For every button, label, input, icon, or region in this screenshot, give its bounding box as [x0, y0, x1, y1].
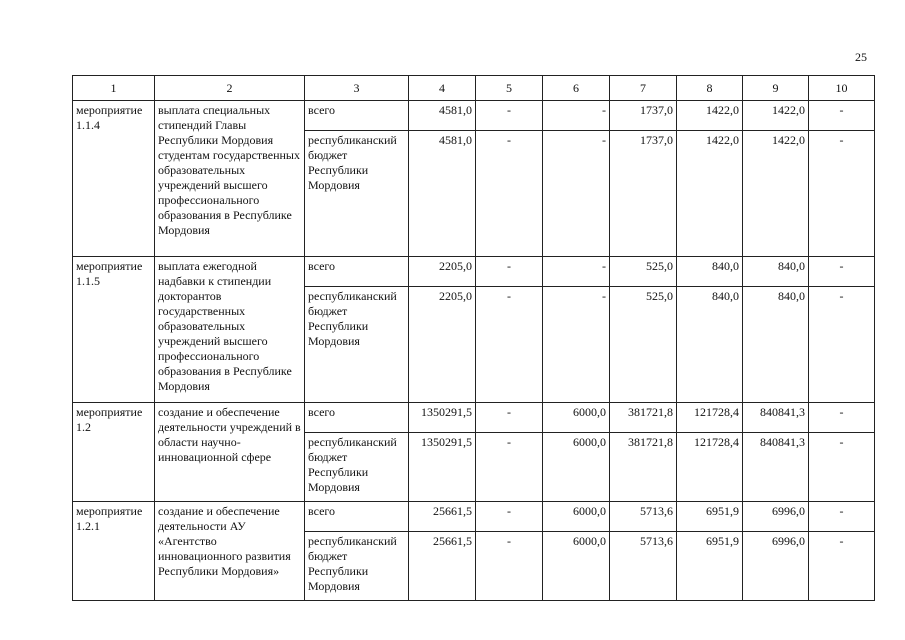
value-cell-c10: - [809, 502, 875, 532]
column-header: 9 [743, 76, 809, 101]
value-cell-c4: 2205,0 [409, 257, 476, 287]
value-cell-c9: 1422,0 [743, 101, 809, 131]
value-cell-c5: - [476, 131, 543, 257]
value-cell-c6: 6000,0 [543, 403, 610, 433]
column-header: 10 [809, 76, 875, 101]
value-cell-c10: - [809, 257, 875, 287]
value-cell-c8: 6951,9 [677, 532, 743, 601]
funding-source-cell: республиканский бюджет Республики Мордовия [305, 131, 409, 257]
table-header-row [73, 76, 875, 101]
value-cell-c7: 1737,0 [610, 101, 677, 131]
value-cell-c9: 840841,3 [743, 433, 809, 502]
funding-source-cell: всего [305, 502, 409, 532]
funding-source-cell: всего [305, 403, 409, 433]
value-cell-c8: 6951,9 [677, 502, 743, 532]
funding-source-cell: республиканский бюджет Республики Мордовия [305, 287, 409, 403]
column-header: 8 [677, 76, 743, 101]
table-row [73, 101, 875, 131]
funding-source-cell: всего [305, 257, 409, 287]
table-row [73, 257, 875, 287]
value-cell-c10: - [809, 433, 875, 502]
value-cell-c7: 1737,0 [610, 131, 677, 257]
value-cell-c4: 25661,5 [409, 532, 476, 601]
value-cell-c6: 6000,0 [543, 502, 610, 532]
value-cell-c8: 1422,0 [677, 131, 743, 257]
value-cell-c8: 840,0 [677, 287, 743, 403]
value-cell-c7: 5713,6 [610, 502, 677, 532]
value-cell-c10: - [809, 287, 875, 403]
event-cell: мероприятие 1.1.5 [73, 257, 155, 403]
value-cell-c5: - [476, 101, 543, 131]
value-cell-c8: 121728,4 [677, 433, 743, 502]
table-row [73, 403, 875, 433]
value-cell-c6: - [543, 101, 610, 131]
funding-source-cell: республиканский бюджет Республики Мордовия [305, 433, 409, 502]
value-cell-c5: - [476, 502, 543, 532]
funding-source-cell: всего [305, 101, 409, 131]
value-cell-c4: 4581,0 [409, 131, 476, 257]
value-cell-c10: - [809, 131, 875, 257]
value-cell-c7: 525,0 [610, 257, 677, 287]
value-cell-c9: 840,0 [743, 287, 809, 403]
column-header: 5 [476, 76, 543, 101]
event-cell: мероприятие 1.2.1 [73, 502, 155, 601]
value-cell-c9: 6996,0 [743, 532, 809, 601]
value-cell-c6: - [543, 287, 610, 403]
value-cell-c9: 840,0 [743, 257, 809, 287]
value-cell-c7: 381721,8 [610, 433, 677, 502]
value-cell-c9: 840841,3 [743, 403, 809, 433]
value-cell-c10: - [809, 532, 875, 601]
value-cell-c8: 1422,0 [677, 101, 743, 131]
value-cell-c4: 25661,5 [409, 502, 476, 532]
value-cell-c6: - [543, 131, 610, 257]
value-cell-c4: 1350291,5 [409, 433, 476, 502]
column-header: 7 [610, 76, 677, 101]
column-header: 2 [155, 76, 305, 101]
column-header: 1 [73, 76, 155, 101]
value-cell-c5: - [476, 257, 543, 287]
value-cell-c8: 121728,4 [677, 403, 743, 433]
value-cell-c6: 6000,0 [543, 433, 610, 502]
value-cell-c10: - [809, 101, 875, 131]
value-cell-c5: - [476, 403, 543, 433]
value-cell-c4: 2205,0 [409, 287, 476, 403]
column-header: 3 [305, 76, 409, 101]
event-cell: мероприятие 1.2 [73, 403, 155, 502]
value-cell-c8: 840,0 [677, 257, 743, 287]
value-cell-c7: 5713,6 [610, 532, 677, 601]
page-number: 25 [855, 50, 867, 64]
value-cell-c4: 1350291,5 [409, 403, 476, 433]
value-cell-c5: - [476, 287, 543, 403]
value-cell-c9: 6996,0 [743, 502, 809, 532]
column-header: 4 [409, 76, 476, 101]
budget-table [72, 75, 875, 601]
description-cell: создание и обеспечение деятельности учреждений в области научно-инновационной сфере [155, 403, 305, 502]
table-row [73, 502, 875, 532]
funding-source-cell: республиканский бюджет Республики Мордовия [305, 532, 409, 601]
value-cell-c5: - [476, 433, 543, 502]
value-cell-c6: 6000,0 [543, 532, 610, 601]
description-cell: выплата ежегодной надбавки к стипендии докторантов государственных образовательных учреждений высшего профессионального образования в Республике Мордовия [155, 257, 305, 403]
value-cell-c7: 381721,8 [610, 403, 677, 433]
value-cell-c4: 4581,0 [409, 101, 476, 131]
column-header: 6 [543, 76, 610, 101]
value-cell-c5: - [476, 532, 543, 601]
value-cell-c10: - [809, 403, 875, 433]
event-cell: мероприятие 1.1.4 [73, 101, 155, 257]
description-cell: создание и обеспечение деятельности АУ «Агентство инновационного развития Республики Мордовия» [155, 502, 305, 601]
value-cell-c7: 525,0 [610, 287, 677, 403]
value-cell-c6: - [543, 257, 610, 287]
description-cell: выплата специальных стипендий Главы Республики Мордовия студентам государственных образовательных учреждений высшего профессионального образования в Республике Мордовия [155, 101, 305, 257]
value-cell-c9: 1422,0 [743, 131, 809, 257]
